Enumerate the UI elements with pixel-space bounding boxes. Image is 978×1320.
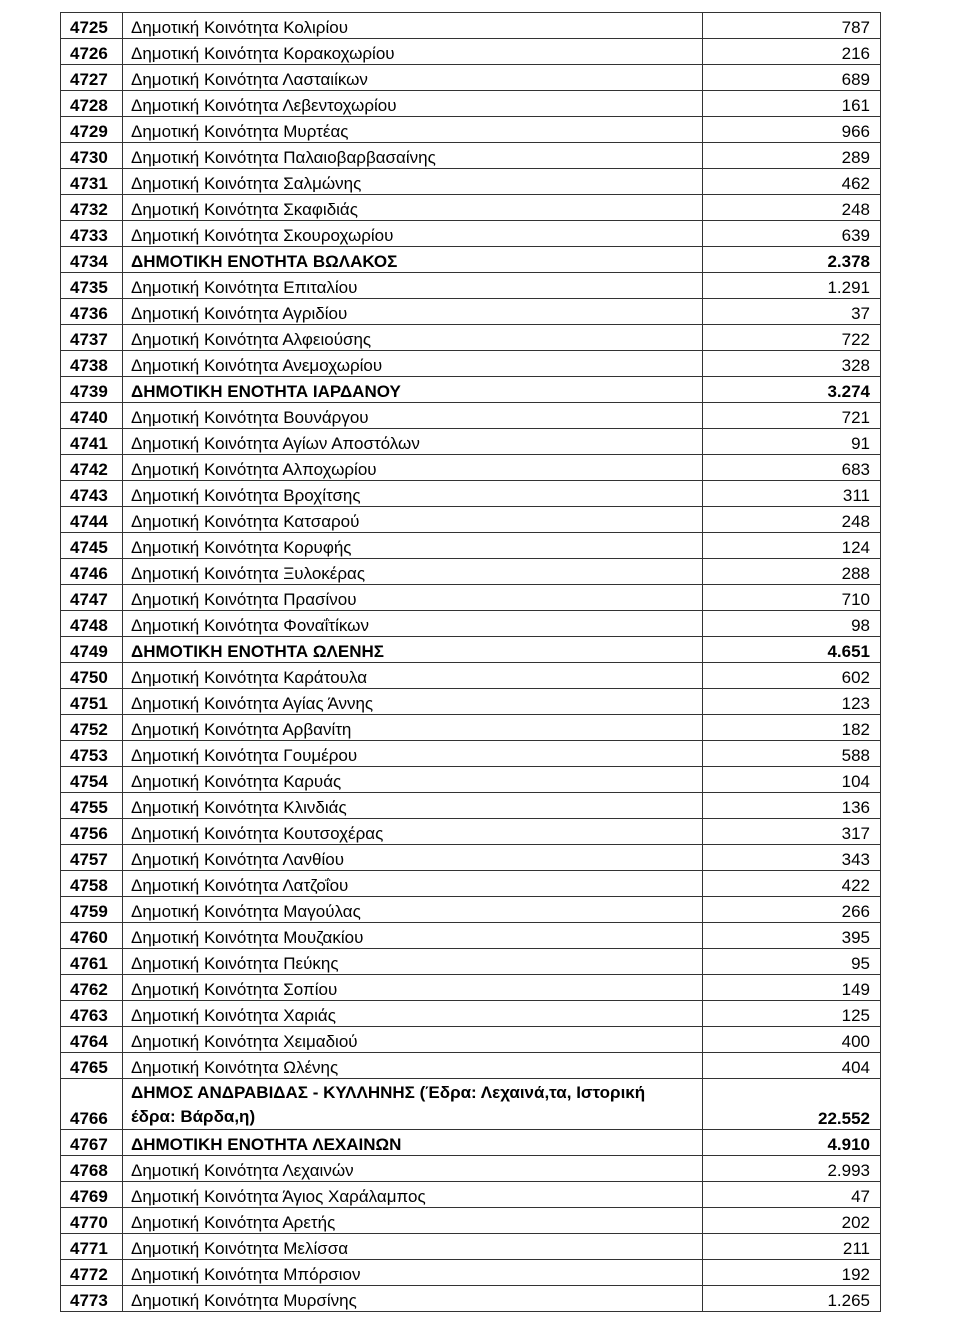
table-row: [61, 741, 881, 767]
row-id-cell: 4729: [61, 117, 123, 143]
table-row: [61, 169, 881, 195]
row-name-cell: Δημοτική Κοινότητα Μαγούλας: [123, 897, 703, 923]
row-id-cell: 4751: [61, 689, 123, 715]
table-row: [61, 897, 881, 923]
table-row: [61, 1286, 881, 1312]
row-id-cell: 4741: [61, 429, 123, 455]
row-name-cell: Δημοτική Κοινότητα Σκαφιδιάς: [123, 195, 703, 221]
row-name-cell: Δημοτική Κοινότητα Χαριάς: [123, 1001, 703, 1027]
row-name-cell: Δημοτική Κοινότητα Αρετής: [123, 1208, 703, 1234]
row-name-cell: Δημοτική Κοινότητα Κορυφής: [123, 533, 703, 559]
row-value-cell: 98: [703, 611, 881, 637]
row-value-cell: 266: [703, 897, 881, 923]
row-id-cell: 4734: [61, 247, 123, 273]
table-row: [61, 793, 881, 819]
table-row: [61, 351, 881, 377]
row-id-cell: 4740: [61, 403, 123, 429]
table-row: [61, 637, 881, 663]
row-id-cell: 4727: [61, 65, 123, 91]
table-row: [61, 247, 881, 273]
table-row: [61, 481, 881, 507]
table-row: [61, 689, 881, 715]
table-row: [61, 871, 881, 897]
table-row: [61, 455, 881, 481]
table-row: [61, 1208, 881, 1234]
row-name-cell: Δημοτική Κοινότητα Λεβεντοχωρίου: [123, 91, 703, 117]
row-name-cell: Δημοτική Κοινότητα Αρβανίτη: [123, 715, 703, 741]
row-name-cell: Δημοτική Κοινότητα Κουτσοχέρας: [123, 819, 703, 845]
row-name-cell: Δημοτική Κοινότητα Άγιος Χαράλαμπος: [123, 1182, 703, 1208]
row-id-cell: 4726: [61, 39, 123, 65]
row-name-cell: Δημοτική Κοινότητα Καρυάς: [123, 767, 703, 793]
row-name-cell: Δημοτική Κοινότητα Κατσαρού: [123, 507, 703, 533]
row-name-cell: Δημοτική Κοινότητα Ανεμοχωρίου: [123, 351, 703, 377]
row-id-cell: 4736: [61, 299, 123, 325]
row-value-cell: 722: [703, 325, 881, 351]
row-id-cell: 4769: [61, 1182, 123, 1208]
row-value-cell: 4.910: [703, 1130, 881, 1156]
row-value-cell: 289: [703, 143, 881, 169]
row-id-cell: 4773: [61, 1286, 123, 1312]
row-id-cell: 4762: [61, 975, 123, 1001]
row-value-cell: 343: [703, 845, 881, 871]
row-id-cell: 4767: [61, 1130, 123, 1156]
row-name-cell: Δημοτική Κοινότητα Αλποχωρίου: [123, 455, 703, 481]
row-name-cell: ΔΗΜΟΤΙΚΗ ΕΝΟΤΗΤΑ ΒΩΛΑΚΟΣ: [123, 247, 703, 273]
row-id-cell: 4748: [61, 611, 123, 637]
row-value-cell: 91: [703, 429, 881, 455]
row-value-cell: 588: [703, 741, 881, 767]
table-row: [61, 1234, 881, 1260]
row-name-cell: Δημοτική Κοινότητα Μυρσίνης: [123, 1286, 703, 1312]
row-name-cell: Δημοτική Κοινότητα Φοναΐτίκων: [123, 611, 703, 637]
row-id-cell: 4728: [61, 91, 123, 117]
table-row: [61, 39, 881, 65]
row-name-cell: Δημοτική Κοινότητα Λανθίου: [123, 845, 703, 871]
row-value-cell: 395: [703, 923, 881, 949]
row-id-cell: 4733: [61, 221, 123, 247]
table-row: [61, 403, 881, 429]
row-value-cell: 37: [703, 299, 881, 325]
row-value-cell: 211: [703, 1234, 881, 1260]
row-value-cell: 602: [703, 663, 881, 689]
row-id-cell: 4752: [61, 715, 123, 741]
row-id-cell: 4737: [61, 325, 123, 351]
row-value-cell: 104: [703, 767, 881, 793]
population-table: [60, 12, 881, 1312]
row-name-cell: Δημοτική Κοινότητα Λασταιίκων: [123, 65, 703, 91]
row-name-cell: Δημοτική Κοινότητα Καράτουλα: [123, 663, 703, 689]
table-row: [61, 715, 881, 741]
row-name-cell: Δημοτική Κοινότητα Μουζακίου: [123, 923, 703, 949]
table-row: [61, 663, 881, 689]
row-id-cell: 4763: [61, 1001, 123, 1027]
table-row: [61, 533, 881, 559]
table-row: [61, 845, 881, 871]
table-row: [61, 1260, 881, 1286]
table-row: [61, 975, 881, 1001]
row-name-cell: Δημοτική Κοινότητα Γουμέρου: [123, 741, 703, 767]
row-name-cell: Δημοτική Κοινότητα Ξυλοκέρας: [123, 559, 703, 585]
row-id-cell: 4756: [61, 819, 123, 845]
row-value-cell: 95: [703, 949, 881, 975]
table-row: [61, 1156, 881, 1182]
table-row: [61, 1130, 881, 1156]
row-value-cell: 710: [703, 585, 881, 611]
row-id-cell: 4754: [61, 767, 123, 793]
row-name-cell: Δημοτική Κοινότητα Βροχίτσης: [123, 481, 703, 507]
table-row: [61, 91, 881, 117]
row-value-cell: 136: [703, 793, 881, 819]
row-value-cell: 639: [703, 221, 881, 247]
row-value-cell: 328: [703, 351, 881, 377]
table-row: [61, 195, 881, 221]
row-value-cell: 3.274: [703, 377, 881, 403]
row-id-cell: 4730: [61, 143, 123, 169]
row-name-cell: Δημοτική Κοινότητα Κορακοχωρίου: [123, 39, 703, 65]
row-value-cell: 4.651: [703, 637, 881, 663]
row-value-cell: 311: [703, 481, 881, 507]
row-id-cell: 4749: [61, 637, 123, 663]
row-name-cell: ΔΗΜΟΤΙΚΗ ΕΝΟΤΗΤΑ ΙΑΡΔΑΝΟΥ: [123, 377, 703, 403]
row-id-cell: 4739: [61, 377, 123, 403]
table-row: [61, 1079, 881, 1130]
row-name-cell: Δημοτική Κοινότητα Σαλμώνης: [123, 169, 703, 195]
table-row: [61, 221, 881, 247]
row-id-cell: 4766: [61, 1079, 123, 1130]
table-row: [61, 1053, 881, 1079]
row-name-cell: Δημοτική Κοινότητα Κολιρίου: [123, 13, 703, 39]
row-id-cell: 4750: [61, 663, 123, 689]
row-value-cell: 2.378: [703, 247, 881, 273]
row-value-cell: 689: [703, 65, 881, 91]
row-id-cell: 4761: [61, 949, 123, 975]
row-id-cell: 4735: [61, 273, 123, 299]
table-row: [61, 1182, 881, 1208]
table-row: [61, 611, 881, 637]
row-name-cell: Δημοτική Κοινότητα Πρασίνου: [123, 585, 703, 611]
table-row: [61, 949, 881, 975]
row-value-cell: 125: [703, 1001, 881, 1027]
row-value-cell: 317: [703, 819, 881, 845]
row-value-cell: 248: [703, 195, 881, 221]
table-row: [61, 377, 881, 403]
row-id-cell: 4743: [61, 481, 123, 507]
row-id-cell: 4745: [61, 533, 123, 559]
row-id-cell: 4732: [61, 195, 123, 221]
row-name-cell: Δημοτική Κοινότητα Ωλένης: [123, 1053, 703, 1079]
table-row: [61, 143, 881, 169]
row-name-cell: Δημοτική Κοινότητα Κλινδιάς: [123, 793, 703, 819]
row-name-cell: Δημοτική Κοινότητα Βουνάργου: [123, 403, 703, 429]
row-name-cell: Δημοτική Κοινότητα Αγίας Άννης: [123, 689, 703, 715]
row-value-cell: 2.993: [703, 1156, 881, 1182]
row-id-cell: 4760: [61, 923, 123, 949]
table-row: [61, 819, 881, 845]
table-body: [61, 13, 881, 1312]
row-name-cell: Δημοτική Κοινότητα Μελίσσα: [123, 1234, 703, 1260]
row-value-cell: 288: [703, 559, 881, 585]
table-row: [61, 767, 881, 793]
table-row: [61, 923, 881, 949]
row-id-cell: 4758: [61, 871, 123, 897]
table-row: [61, 585, 881, 611]
row-value-cell: 161: [703, 91, 881, 117]
row-id-cell: 4765: [61, 1053, 123, 1079]
row-value-cell: 124: [703, 533, 881, 559]
row-name-cell: Δημοτική Κοινότητα Αγίων Αποστόλων: [123, 429, 703, 455]
row-value-cell: 966: [703, 117, 881, 143]
row-id-cell: 4755: [61, 793, 123, 819]
row-name-cell: Δημοτική Κοινότητα Σκουροχωρίου: [123, 221, 703, 247]
row-id-cell: 4742: [61, 455, 123, 481]
row-id-cell: 4744: [61, 507, 123, 533]
row-name-cell: Δημοτική Κοινότητα Μυρτέας: [123, 117, 703, 143]
row-value-cell: 182: [703, 715, 881, 741]
row-value-cell: 404: [703, 1053, 881, 1079]
row-id-cell: 4725: [61, 13, 123, 39]
row-name-cell: ΔΗΜΟΣ ΑΝΔΡΑΒΙΔΑΣ - ΚΥΛΛΗΝΗΣ (Έδρα: Λεχαινά,τα, Ιστορική έδρα: Βάρδα,η): [123, 1079, 703, 1130]
row-value-cell: 216: [703, 39, 881, 65]
row-value-cell: 683: [703, 455, 881, 481]
row-id-cell: 4759: [61, 897, 123, 923]
row-id-cell: 4753: [61, 741, 123, 767]
row-value-cell: 400: [703, 1027, 881, 1053]
table-row: [61, 1027, 881, 1053]
row-value-cell: 248: [703, 507, 881, 533]
row-name-cell: Δημοτική Κοινότητα Επιταλίου: [123, 273, 703, 299]
row-name-cell: Δημοτική Κοινότητα Αλφειούσης: [123, 325, 703, 351]
table-row: [61, 325, 881, 351]
row-value-cell: 123: [703, 689, 881, 715]
row-id-cell: 4746: [61, 559, 123, 585]
row-id-cell: 4764: [61, 1027, 123, 1053]
row-id-cell: 4747: [61, 585, 123, 611]
table-row: [61, 117, 881, 143]
row-name-cell: Δημοτική Κοινότητα Αγριδίου: [123, 299, 703, 325]
row-id-cell: 4738: [61, 351, 123, 377]
row-name-cell: Δημοτική Κοινότητα Σοπίου: [123, 975, 703, 1001]
row-value-cell: 1.291: [703, 273, 881, 299]
table-row: [61, 1001, 881, 1027]
row-name-cell: ΔΗΜΟΤΙΚΗ ΕΝΟΤΗΤΑ ΛΕΧΑΙΝΩΝ: [123, 1130, 703, 1156]
row-value-cell: 22.552: [703, 1079, 881, 1130]
row-value-cell: 422: [703, 871, 881, 897]
row-id-cell: 4731: [61, 169, 123, 195]
row-name-cell: Δημοτική Κοινότητα Χειμαδιού: [123, 1027, 703, 1053]
table-row: [61, 507, 881, 533]
table-row: [61, 65, 881, 91]
row-name-cell: Δημοτική Κοινότητα Λεχαινών: [123, 1156, 703, 1182]
row-id-cell: 4770: [61, 1208, 123, 1234]
row-name-cell: Δημοτική Κοινότητα Λατζοΐου: [123, 871, 703, 897]
table-row: [61, 299, 881, 325]
row-value-cell: 462: [703, 169, 881, 195]
row-id-cell: 4768: [61, 1156, 123, 1182]
row-name-cell: Δημοτική Κοινότητα Πεύκης: [123, 949, 703, 975]
row-name-cell: Δημοτική Κοινότητα Μπόρσιον: [123, 1260, 703, 1286]
row-value-cell: 1.265: [703, 1286, 881, 1312]
table-row: [61, 559, 881, 585]
row-name-cell: ΔΗΜΟΤΙΚΗ ΕΝΟΤΗΤΑ ΩΛΕΝΗΣ: [123, 637, 703, 663]
row-id-cell: 4772: [61, 1260, 123, 1286]
row-value-cell: 787: [703, 13, 881, 39]
row-value-cell: 202: [703, 1208, 881, 1234]
row-value-cell: 721: [703, 403, 881, 429]
row-value-cell: 192: [703, 1260, 881, 1286]
table-row: [61, 13, 881, 39]
table-row: [61, 429, 881, 455]
row-name-cell: Δημοτική Κοινότητα Παλαιοβαρβασαίνης: [123, 143, 703, 169]
row-value-cell: 149: [703, 975, 881, 1001]
row-value-cell: 47: [703, 1182, 881, 1208]
row-id-cell: 4771: [61, 1234, 123, 1260]
table-row: [61, 273, 881, 299]
row-id-cell: 4757: [61, 845, 123, 871]
